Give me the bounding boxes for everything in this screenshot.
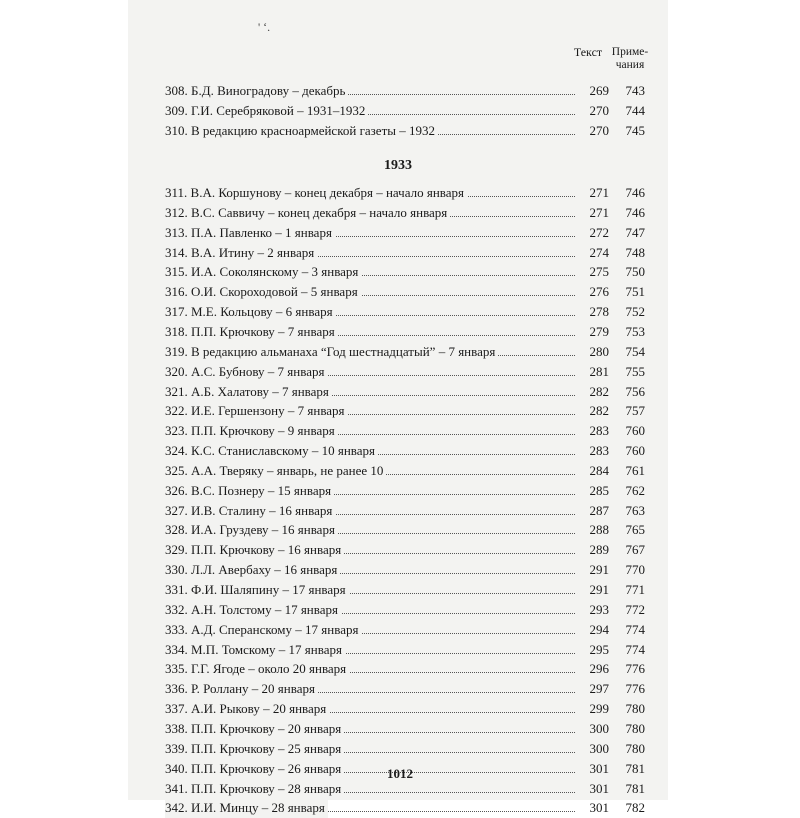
entry-title: 309. Г.И. Серебряковой – 1931–1932	[165, 101, 368, 121]
entry-title: 331. Ф.И. Шаляпину – 17 января	[165, 580, 349, 600]
entry-title: 308. Б.Д. Виноградову – декабрь	[165, 81, 348, 101]
text-page-number: 281	[589, 363, 609, 379]
entry-title: 310. В редакцию красноармейской газеты – 1932	[165, 121, 438, 141]
notes-page-number: 761	[625, 462, 645, 478]
notes-page-number: 752	[625, 304, 645, 320]
toc-entry	[165, 441, 645, 461]
entry-title: 323. П.П. Крючкову – 9 января	[165, 421, 338, 441]
toc-entry	[165, 540, 645, 560]
text-page-number: 300	[589, 740, 609, 756]
entry-title: 336. Р. Роллану – 20 января	[165, 679, 318, 699]
toc-entry	[165, 121, 645, 141]
entry-title: 329. П.П. Крючкову – 16 января	[165, 540, 344, 560]
toc-entry	[165, 520, 645, 540]
entry-title: 320. А.С. Бубнову – 7 января	[165, 362, 327, 382]
text-page-number: 301	[589, 800, 609, 816]
entry-title: 319. В редакцию альманаха “Год шестнадцатый” – 7 января	[165, 342, 498, 362]
text-page-number: 287	[589, 502, 609, 518]
toc-entry	[165, 342, 645, 362]
entry-title: 313. П.А. Павленко – 1 января	[165, 223, 335, 243]
notes-page-number: 743	[625, 83, 645, 98]
toc-entry	[165, 101, 645, 121]
text-page-number: 272	[589, 224, 609, 240]
notes-page-number: 762	[625, 482, 645, 498]
notes-page-number: 747	[625, 224, 645, 240]
entry-title: 314. В.А. Итину – 2 января	[165, 243, 317, 263]
text-page-number: 278	[589, 304, 609, 320]
text-page-number: 271	[589, 185, 609, 200]
entry-title: 341. П.П. Крючкову – 28 января	[165, 779, 344, 799]
notes-page-number: 781	[625, 780, 645, 796]
toc-entry	[165, 719, 645, 739]
toc-entry	[165, 81, 645, 101]
text-page-number: 270	[589, 123, 609, 139]
notes-page-number: 745	[625, 123, 645, 139]
toc-entry	[165, 580, 645, 600]
text-page-number: 291	[589, 562, 609, 578]
notes-page-number: 757	[625, 403, 645, 419]
toc-entry	[165, 421, 645, 441]
entry-title: 326. В.С. Познеру – 15 января	[165, 481, 334, 501]
notes-page-number: 754	[625, 343, 645, 359]
toc-entry	[165, 382, 645, 402]
text-page-number: 276	[589, 284, 609, 300]
text-page-number: 275	[589, 264, 609, 280]
notes-page-number: 767	[625, 542, 645, 558]
text-page-number: 285	[589, 482, 609, 498]
entry-title: 318. П.П. Крючкову – 7 января	[165, 322, 338, 342]
entry-title: 315. И.А. Соколянскому – 3 января	[165, 262, 361, 282]
entry-title: 327. И.В. Сталину – 16 января	[165, 501, 335, 521]
entry-title: 333. А.Д. Сперанскому – 17 января	[165, 620, 361, 640]
text-page-number: 294	[589, 621, 609, 637]
notes-page-number: 746	[625, 204, 645, 220]
text-page-number: 280	[589, 343, 609, 359]
text-page-number: 282	[589, 403, 609, 419]
text-page-number: 296	[589, 661, 609, 677]
text-page-number: 300	[589, 720, 609, 736]
entry-title: 332. А.Н. Толстому – 17 января	[165, 600, 341, 620]
entry-title: 321. А.Б. Халатову – 7 января	[165, 382, 332, 402]
column-header-text-label: Текст	[573, 45, 603, 59]
text-page-number: 271	[589, 204, 609, 220]
toc-entry	[165, 679, 645, 699]
text-page-number: 289	[589, 542, 609, 558]
toc-entry	[165, 362, 645, 382]
notes-page-number: 780	[625, 740, 645, 756]
text-page-number: 291	[589, 582, 609, 597]
toc-entry	[165, 322, 645, 342]
toc-entry	[165, 243, 645, 263]
toc-entry	[165, 262, 645, 282]
toc-entry	[165, 401, 645, 421]
text-page-number: 274	[589, 244, 609, 260]
entry-title: 325. А.А. Тверяку – январь, не ранее 10	[165, 461, 386, 481]
entry-title: 338. П.П. Крючкову – 20 января	[165, 719, 344, 739]
text-page-number: 284	[589, 462, 609, 478]
entry-title: 340. П.П. Крючкову – 26 января	[165, 759, 344, 779]
toc-entry	[165, 183, 645, 203]
column-header-notes-line1: Приме-	[611, 46, 649, 58]
text-page-number: 295	[589, 641, 609, 657]
notes-page-number: 746	[625, 185, 645, 200]
notes-page-number: 770	[625, 562, 645, 578]
text-page-number: 282	[589, 383, 609, 399]
notes-page-number: 756	[625, 383, 645, 399]
notes-page-number: 750	[625, 264, 645, 280]
text-page-number: 297	[589, 681, 609, 697]
entry-title: 334. М.П. Томскому – 17 января	[165, 640, 345, 660]
column-header-text	[570, 46, 606, 59]
notes-page-number: 760	[625, 423, 645, 439]
entry-title: 339. П.П. Крючкову – 25 января	[165, 739, 344, 759]
notes-page-number: 755	[625, 363, 645, 379]
entry-title: 316. О.И. Скороходовой – 5 января	[165, 282, 361, 302]
toc-entry	[165, 501, 645, 521]
toc-entry	[165, 640, 645, 660]
notes-page-number: 771	[625, 582, 645, 597]
notes-page-number: 772	[625, 601, 645, 617]
notes-page-number: 774	[625, 641, 645, 657]
entry-title: 335. Г.Г. Ягоде – около 20 января	[165, 659, 349, 679]
toc-entry	[165, 203, 645, 223]
text-page-number: 283	[589, 443, 609, 459]
page-number: 1012	[387, 766, 413, 781]
text-page-number: 299	[589, 701, 609, 717]
toc-entry	[165, 739, 645, 759]
notes-page-number: 751	[625, 284, 645, 300]
notes-page-number: 782	[625, 800, 645, 816]
toc-entry	[165, 600, 645, 620]
notes-page-number: 781	[625, 760, 645, 776]
toc-entry	[165, 302, 645, 322]
notes-page-number: 763	[625, 502, 645, 518]
text-page-number: 270	[589, 103, 609, 119]
toc-entry	[165, 620, 645, 640]
entry-title: 322. И.Е. Гершензону – 7 января	[165, 401, 348, 421]
notes-page-number: 744	[625, 103, 645, 119]
notes-page-number: 776	[625, 661, 645, 677]
toc-entry	[165, 699, 645, 719]
notes-page-number: 780	[625, 720, 645, 736]
notes-page-number: 765	[625, 522, 645, 538]
toc-entry	[165, 481, 645, 501]
column-header-notes	[608, 46, 652, 72]
text-page-number: 283	[589, 423, 609, 439]
toc-entry	[165, 223, 645, 243]
notes-page-number: 776	[625, 681, 645, 697]
toc-entry	[165, 560, 645, 580]
toc-entry	[165, 461, 645, 481]
notes-page-number: 780	[625, 701, 645, 717]
text-page-number: 279	[589, 323, 609, 339]
year-heading: 1933	[384, 158, 412, 173]
text-page-number: 301	[589, 760, 609, 776]
toc-entry	[165, 282, 645, 302]
text-page-number: 288	[589, 522, 609, 538]
page-mark: ' ‘.	[258, 20, 271, 34]
entry-title: 311. В.А. Коршунову – конец декабря – начало января	[165, 183, 467, 203]
entry-title: 330. Л.Л. Авербаху – 16 января	[165, 560, 340, 580]
text-page-number: 269	[589, 83, 609, 98]
entry-title: 342. И.И. Минцу – 28 января	[165, 798, 328, 818]
notes-page-number: 774	[625, 621, 645, 637]
entry-title: 337. А.И. Рыкову – 20 января	[165, 699, 329, 719]
text-page-number: 293	[589, 601, 609, 617]
toc-entry	[165, 659, 645, 679]
entry-title: 317. М.Е. Кольцову – 6 января	[165, 302, 336, 322]
toc-entry	[165, 798, 645, 818]
notes-page-number: 748	[625, 244, 645, 260]
entry-title: 328. И.А. Груздеву – 16 января	[165, 520, 338, 540]
notes-page-number: 753	[625, 323, 645, 339]
entry-title: 312. В.С. Саввичу – конец декабря – начало января	[165, 203, 450, 223]
text-page-number: 301	[589, 780, 609, 796]
entry-title: 324. К.С. Станиславскому – 10 января	[165, 441, 378, 461]
column-header-notes-line2: чания	[615, 59, 645, 71]
notes-page-number: 760	[625, 443, 645, 459]
